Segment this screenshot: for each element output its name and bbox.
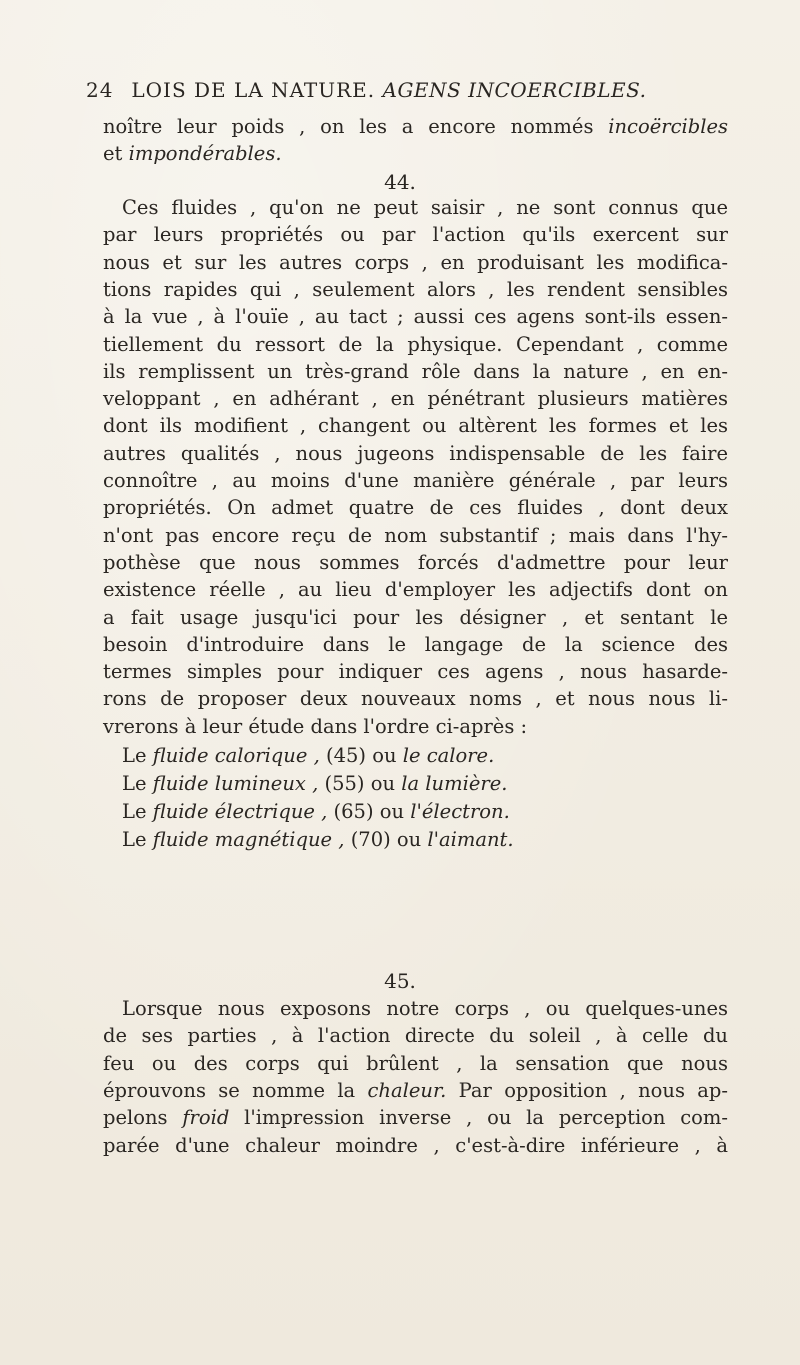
- text-line: éprouvons se nomme la chaleur. Par opposition , nous ap-: [103, 1079, 728, 1102]
- text-line: et impondérables.: [103, 142, 282, 165]
- text-line: tiellement du ressort de la physique. Cependant , comme: [103, 333, 728, 356]
- text-line: besoin d'introduire dans le langage de la science des: [103, 633, 728, 656]
- running-subtitle: AGENS INCOERCIBLES.: [382, 78, 647, 102]
- text-line: rons de proposer deux nouveaux noms , et nous nous li-: [103, 687, 728, 710]
- fluid-list-item: Le fluide électrique , (65) ou l'électron.: [122, 800, 510, 823]
- text-line: tions rapides qui , seulement alors , les rendent sensibles: [103, 278, 728, 301]
- text-line: pelons froid l'impression inverse , ou la perception com-: [103, 1106, 728, 1129]
- text-line: noître leur poids , on les a encore nommés incoërcibles: [103, 115, 728, 138]
- text-line: de ses parties , à l'action directe du soleil , à celle du: [103, 1024, 728, 1047]
- text-line: propriétés. On admet quatre de ces fluides , dont deux: [103, 496, 728, 519]
- text-line: nous et sur les autres corps , en produisant les modifica-: [103, 251, 728, 274]
- text-line: a fait usage jusqu'ici pour les désigner , et sentant le: [103, 606, 728, 629]
- text-line: termes simples pour indiquer ces agens , nous hasarde-: [103, 660, 728, 683]
- text-line: à la vue , à l'ouïe , au tact ; aussi ces agens sont-ils essen-: [103, 305, 728, 328]
- text-line: dont ils modifient , changent ou altèrent les formes et les: [103, 414, 728, 437]
- text-line: autres qualités , nous jugeons indispensable de les faire: [103, 442, 728, 465]
- fluid-list-item: Le fluide magnétique , (70) ou l'aimant.: [122, 828, 514, 851]
- text-line: existence réelle , au lieu d'employer les adjectifs dont on: [103, 578, 728, 601]
- text-line: connoître , au moins d'une manière générale , par leurs: [103, 469, 728, 492]
- text-line: pothèse que nous sommes forcés d'admettre pour leur: [103, 551, 728, 574]
- text-line: vrerons à leur étude dans l'ordre ci-après :: [103, 715, 528, 738]
- fluid-list-item: Le fluide calorique , (45) ou le calore.: [122, 744, 495, 767]
- section-number: 45.: [384, 969, 416, 993]
- text-line: ils remplissent un très-grand rôle dans la nature , en en-: [103, 360, 728, 383]
- text-line: Ces fluides , qu'on ne peut saisir , ne sont connus que: [122, 196, 728, 219]
- running-header: [86, 78, 726, 102]
- text-line: n'ont pas encore reçu de nom substantif ; mais dans l'hy-: [103, 524, 728, 547]
- fluid-list-item: Le fluide lumineux , (55) ou la lumière.: [122, 772, 508, 795]
- section-number: 44.: [384, 170, 416, 194]
- text-line: feu ou des corps qui brûlent , la sensation que nous: [103, 1052, 728, 1075]
- text-line: veloppant , en adhérant , en pénétrant plusieurs matières: [103, 387, 728, 410]
- page-number: 24: [86, 78, 114, 102]
- text-line: Lorsque nous exposons notre corps , ou quelques-unes: [122, 997, 728, 1020]
- running-title: LOIS DE LA NATURE.: [131, 78, 376, 102]
- text-line: parée d'une chaleur moindre , c'est-à-dire inférieure , à: [103, 1134, 728, 1157]
- text-line: par leurs propriétés ou par l'action qu'ils exercent sur: [103, 223, 728, 246]
